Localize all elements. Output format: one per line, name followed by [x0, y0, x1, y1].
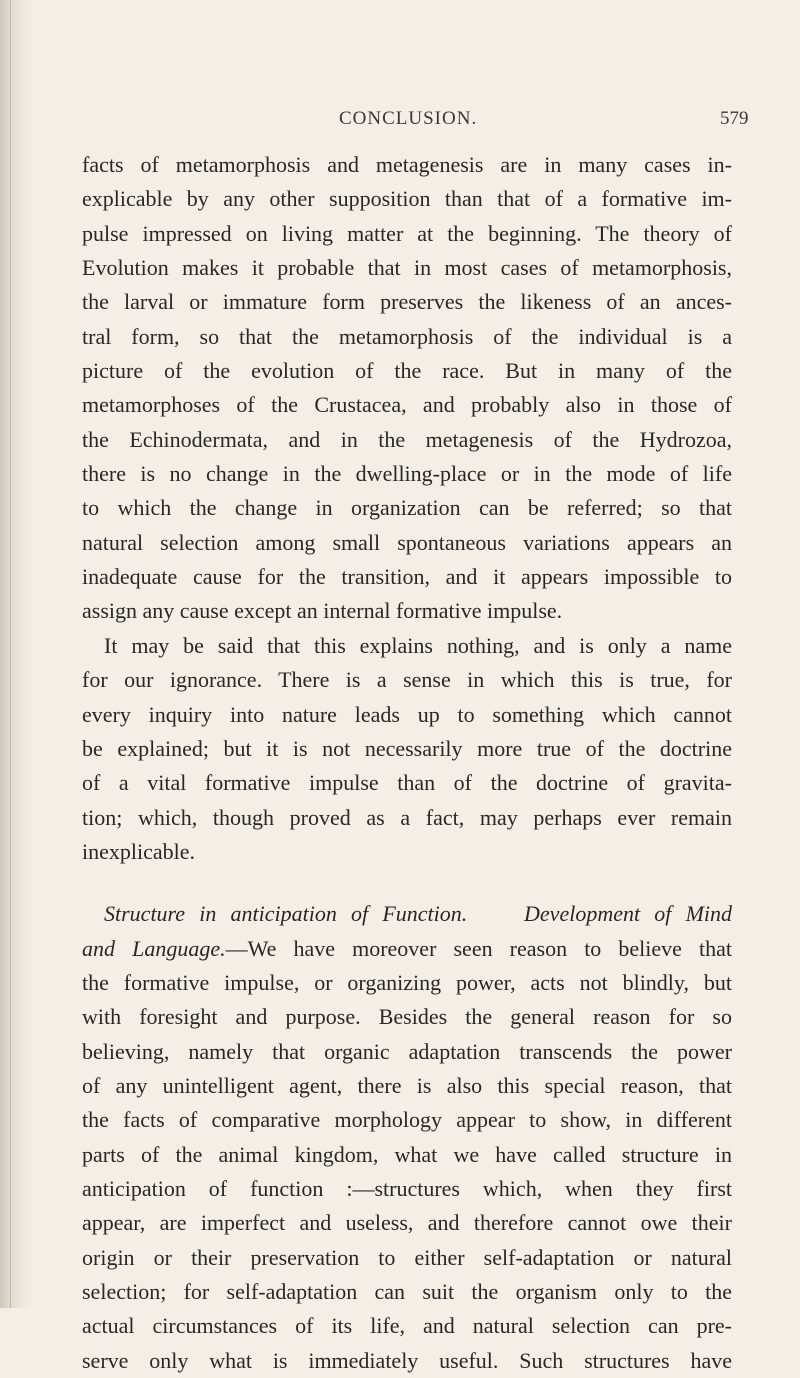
page-edge-shadow	[0, 0, 34, 1308]
section-text-start: —We have moreover seen reason to believe that	[225, 935, 733, 961]
body-text	[82, 148, 732, 1378]
paragraph-1	[82, 148, 732, 629]
text-line: tral form, so that the metamorphosis of the individual is a	[82, 323, 732, 349]
text-line: picture of the evolution of the race. But in many of the	[82, 358, 732, 384]
section-heading-part-2: Development of Mind	[524, 901, 733, 927]
text-line: explicable by any other supposition than that of a formative im-	[82, 186, 732, 212]
text-line: believing, namely that organic adaptation transcends the power	[82, 1038, 732, 1064]
paragraph-3	[82, 897, 732, 1378]
text-line: metamorphoses of the Crustacea, and probably also in those of	[82, 392, 732, 418]
text-line	[82, 897, 732, 931]
text-line: It may be said that this explains nothing, and is only a name	[104, 632, 732, 658]
text-line: of a vital formative impulse than of the doctrine of gravita-	[82, 770, 732, 796]
text-line: origin or their preservation to either self-adaptation or natural	[82, 1244, 732, 1270]
text-line: the facts of comparative morphology appear to show, in different	[82, 1107, 732, 1133]
text-line: the Echinodermata, and in the metagenesis of the Hydrozoa,	[82, 426, 732, 452]
text-line: Evolution makes it probable that in most cases of metamorphosis,	[82, 255, 732, 281]
text-line: pulse impressed on living matter at the beginning. The theory of	[82, 220, 732, 246]
text-line	[82, 932, 732, 966]
text-line: of any unintelligent agent, there is also this special reason, that	[82, 1072, 732, 1098]
text-line: anticipation of function :—structures which, when they first	[82, 1175, 732, 1201]
text-line: inadequate cause for the transition, and it appears impossible to	[82, 564, 732, 590]
text-line: appear, are imperfect and useless, and therefore cannot owe their	[82, 1210, 732, 1236]
text-line: the larval or immature form preserves the likeness of an ances-	[82, 289, 732, 315]
text-line: with foresight and purpose. Besides the general reason for so	[82, 1004, 732, 1030]
text-line: be explained; but it is not necessarily more true of the doctrine	[82, 735, 732, 761]
section-heading-part-1: Structure in anticipation of Function.	[104, 901, 468, 927]
text-line: tion; which, though proved as a fact, may perhaps ever remain	[82, 804, 732, 830]
section-heading-part-3: and Language.	[82, 935, 226, 961]
text-line: to which the change in organization can be referred; so that	[82, 495, 732, 521]
text-line: the formative impulse, or organizing power, acts not blindly, but	[82, 969, 732, 995]
page-edge-line	[10, 0, 11, 1308]
running-head: CONCLUSION.	[339, 108, 478, 129]
text-line: facts of metamorphosis and metagenesis are in many cases in-	[82, 152, 732, 177]
paragraph-2	[82, 629, 732, 869]
text-line: serve only what is immediately useful. Such structures have	[82, 1347, 732, 1373]
text-line: actual circumstances of its life, and natural selection can pre-	[82, 1313, 732, 1339]
text-line: natural selection among small spontaneous variations appears an	[82, 529, 732, 555]
text-line: selection; for self-adaptation can suit the organism only to the	[82, 1279, 732, 1304]
text-line: assign any cause except an internal formative impulse.	[82, 598, 563, 624]
text-line: there is no change in the dwelling-place or in the mode of life	[82, 461, 732, 487]
page-number: 579	[720, 108, 749, 129]
page-header	[0, 108, 800, 138]
section-gap	[82, 869, 732, 897]
text-line: every inquiry into nature leads up to something which cannot	[82, 701, 732, 727]
text-line: inexplicable.	[82, 838, 196, 864]
text-line: for our ignorance. There is a sense in which this is true, for	[82, 667, 732, 693]
text-line: parts of the animal kingdom, what we have called structure in	[82, 1141, 732, 1167]
